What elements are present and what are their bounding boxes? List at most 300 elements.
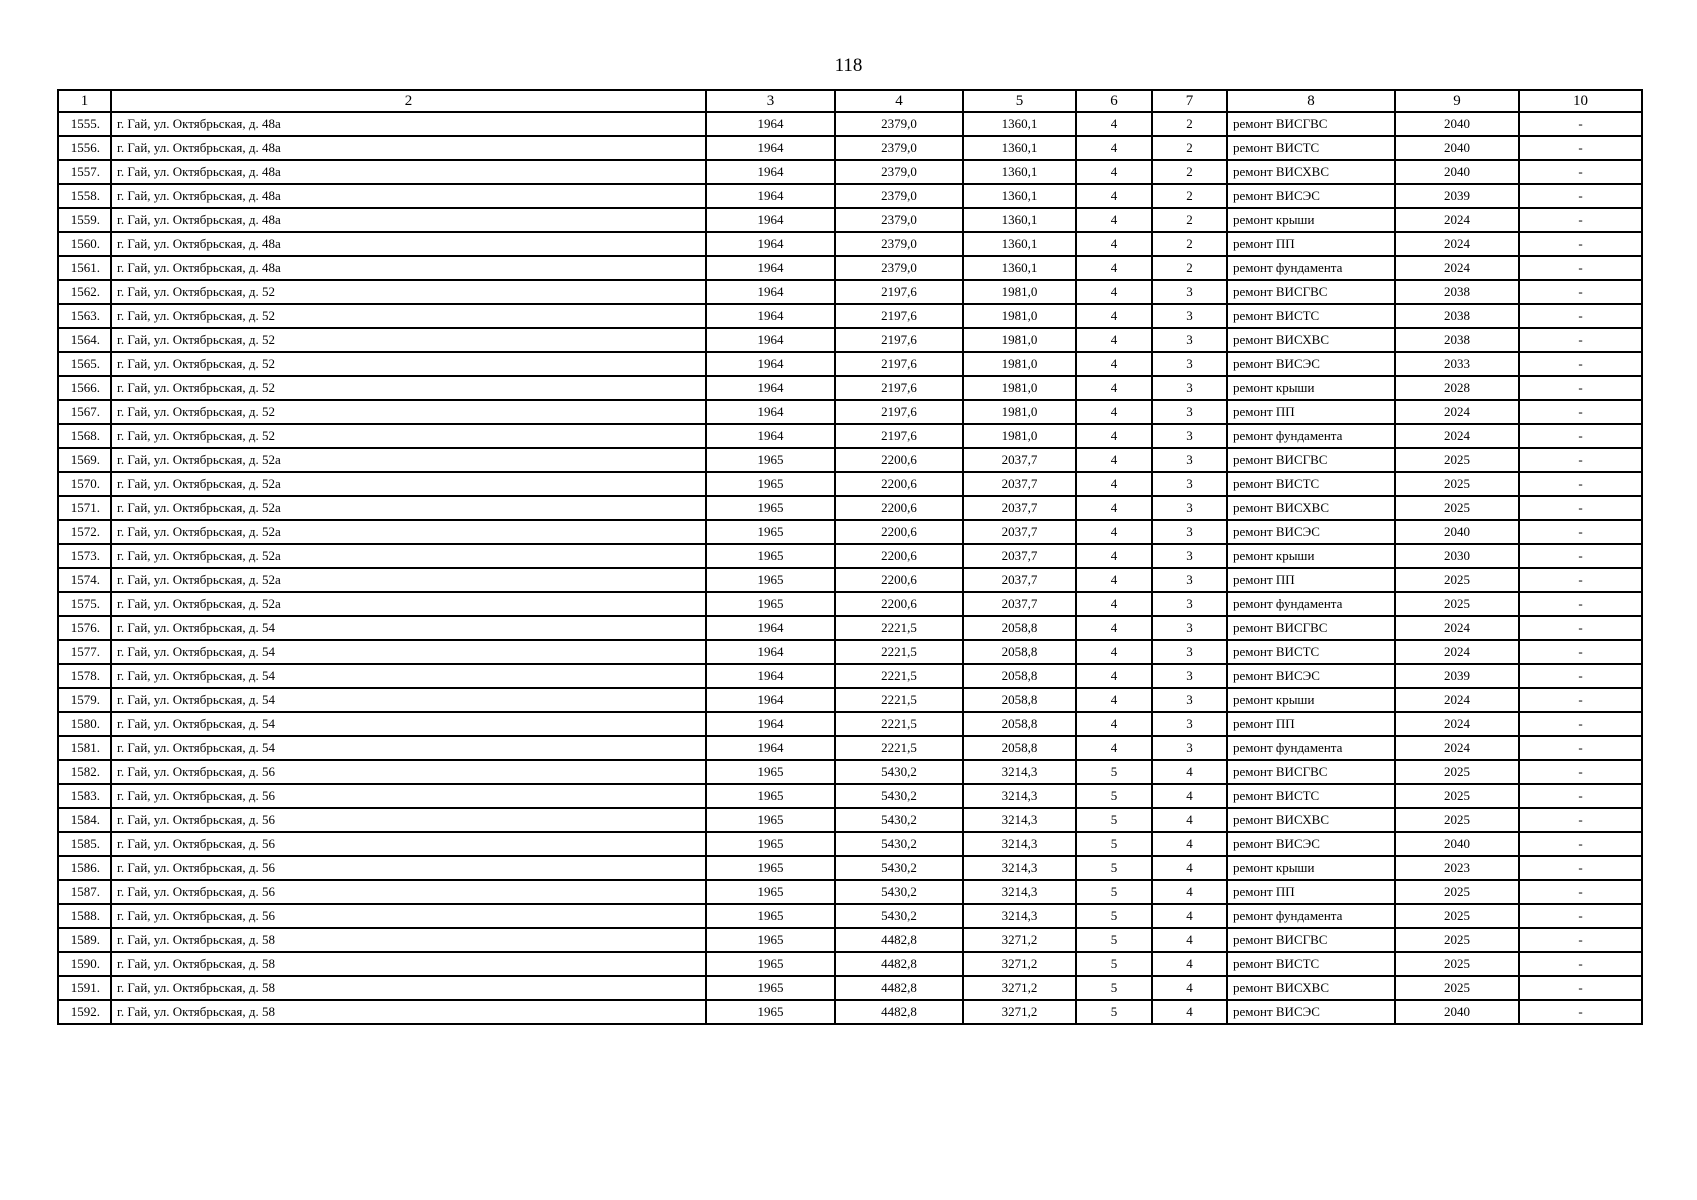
floors-cell: 4 [1076,520,1152,544]
living-area-cell: 1981,0 [963,328,1076,352]
work-type-cell: ремонт фундамента [1227,256,1395,280]
floors-cell: 5 [1076,808,1152,832]
row-number-cell: 1582. [58,760,111,784]
table-row [58,736,1642,760]
column-header-9: 9 [1395,90,1519,112]
table-row [58,472,1642,496]
year-cell: 1965 [706,856,835,880]
row-number-cell: 1557. [58,160,111,184]
planned-year-cell: 2025 [1395,952,1519,976]
row-number-cell: 1579. [58,688,111,712]
work-type-cell: ремонт ВИСГВС [1227,928,1395,952]
planned-year-cell: 2025 [1395,928,1519,952]
total-area-cell: 2197,6 [835,424,963,448]
row-number-cell: 1587. [58,880,111,904]
entrances-cell: 3 [1152,352,1227,376]
planned-year-cell: 2040 [1395,112,1519,136]
row-number-cell: 1561. [58,256,111,280]
work-type-cell: ремонт ВИСЭС [1227,1000,1395,1024]
work-type-cell: ремонт ВИСТС [1227,952,1395,976]
table-row [58,664,1642,688]
living-area-cell: 1981,0 [963,376,1076,400]
table-row [58,304,1642,328]
row-number-cell: 1573. [58,544,111,568]
work-type-cell: ремонт крыши [1227,208,1395,232]
living-area-cell: 1360,1 [963,112,1076,136]
planned-year-cell: 2038 [1395,304,1519,328]
living-area-cell: 1360,1 [963,256,1076,280]
year-cell: 1965 [706,472,835,496]
note-cell: - [1519,976,1642,1000]
address-cell: г. Гай, ул. Октябрьская, д. 56 [111,904,706,928]
entrances-cell: 4 [1152,880,1227,904]
address-cell: г. Гай, ул. Октябрьская, д. 48а [111,136,706,160]
note-cell: - [1519,1000,1642,1024]
living-area-cell: 3214,3 [963,880,1076,904]
living-area-cell: 2058,8 [963,616,1076,640]
entrances-cell: 4 [1152,784,1227,808]
planned-year-cell: 2039 [1395,184,1519,208]
total-area-cell: 4482,8 [835,952,963,976]
note-cell: - [1519,616,1642,640]
row-number-cell: 1583. [58,784,111,808]
address-cell: г. Гай, ул. Октябрьская, д. 56 [111,856,706,880]
living-area-cell: 2037,7 [963,544,1076,568]
address-cell: г. Гай, ул. Октябрьская, д. 54 [111,712,706,736]
floors-cell: 4 [1076,136,1152,160]
living-area-cell: 3214,3 [963,832,1076,856]
table-row [58,136,1642,160]
floors-cell: 4 [1076,712,1152,736]
total-area-cell: 2200,6 [835,544,963,568]
table-row [58,328,1642,352]
year-cell: 1965 [706,928,835,952]
entrances-cell: 3 [1152,304,1227,328]
entrances-cell: 3 [1152,520,1227,544]
entrances-cell: 3 [1152,280,1227,304]
total-area-cell: 2379,0 [835,136,963,160]
living-area-cell: 2058,8 [963,736,1076,760]
row-number-cell: 1578. [58,664,111,688]
year-cell: 1964 [706,136,835,160]
note-cell: - [1519,520,1642,544]
floors-cell: 5 [1076,928,1152,952]
total-area-cell: 2200,6 [835,520,963,544]
table-row [58,448,1642,472]
table-row [58,160,1642,184]
table-row [58,832,1642,856]
total-area-cell: 2221,5 [835,736,963,760]
table-row [58,280,1642,304]
entrances-cell: 3 [1152,592,1227,616]
living-area-cell: 1360,1 [963,232,1076,256]
work-type-cell: ремонт ПП [1227,712,1395,736]
row-number-cell: 1562. [58,280,111,304]
planned-year-cell: 2023 [1395,856,1519,880]
table-row [58,904,1642,928]
address-cell: г. Гай, ул. Октябрьская, д. 54 [111,640,706,664]
total-area-cell: 2197,6 [835,328,963,352]
work-type-cell: ремонт ПП [1227,568,1395,592]
floors-cell: 4 [1076,736,1152,760]
row-number-cell: 1586. [58,856,111,880]
entrances-cell: 4 [1152,856,1227,880]
floors-cell: 4 [1076,544,1152,568]
total-area-cell: 2379,0 [835,232,963,256]
note-cell: - [1519,232,1642,256]
address-cell: г. Гай, ул. Октябрьская, д. 52а [111,520,706,544]
total-area-cell: 2221,5 [835,664,963,688]
floors-cell: 5 [1076,856,1152,880]
entrances-cell: 3 [1152,376,1227,400]
row-number-cell: 1577. [58,640,111,664]
total-area-cell: 5430,2 [835,784,963,808]
row-number-cell: 1581. [58,736,111,760]
year-cell: 1964 [706,376,835,400]
planned-year-cell: 2039 [1395,664,1519,688]
table-row [58,424,1642,448]
year-cell: 1964 [706,328,835,352]
year-cell: 1964 [706,304,835,328]
address-cell: г. Гай, ул. Октябрьская, д. 48а [111,160,706,184]
living-area-cell: 2058,8 [963,688,1076,712]
entrances-cell: 3 [1152,448,1227,472]
table-row [58,976,1642,1000]
note-cell: - [1519,112,1642,136]
table-row [58,808,1642,832]
table-row [58,616,1642,640]
work-type-cell: ремонт ВИСХВС [1227,976,1395,1000]
table-row [58,568,1642,592]
address-cell: г. Гай, ул. Октябрьская, д. 52 [111,424,706,448]
note-cell: - [1519,568,1642,592]
total-area-cell: 2200,6 [835,568,963,592]
living-area-cell: 3271,2 [963,976,1076,1000]
living-area-cell: 2037,7 [963,568,1076,592]
work-type-cell: ремонт ВИСТС [1227,640,1395,664]
floors-cell: 4 [1076,592,1152,616]
repair-schedule-table [57,89,1643,1025]
total-area-cell: 5430,2 [835,760,963,784]
address-cell: г. Гай, ул. Октябрьская, д. 58 [111,1000,706,1024]
living-area-cell: 3271,2 [963,1000,1076,1024]
work-type-cell: ремонт ВИСХВС [1227,328,1395,352]
floors-cell: 5 [1076,952,1152,976]
address-cell: г. Гай, ул. Октябрьская, д. 52а [111,496,706,520]
planned-year-cell: 2030 [1395,544,1519,568]
row-number-cell: 1567. [58,400,111,424]
floors-cell: 4 [1076,256,1152,280]
total-area-cell: 2200,6 [835,472,963,496]
year-cell: 1965 [706,1000,835,1024]
entrances-cell: 2 [1152,160,1227,184]
total-area-cell: 2200,6 [835,448,963,472]
entrances-cell: 2 [1152,208,1227,232]
living-area-cell: 3271,2 [963,928,1076,952]
note-cell: - [1519,832,1642,856]
year-cell: 1964 [706,208,835,232]
work-type-cell: ремонт ВИСЭС [1227,664,1395,688]
year-cell: 1964 [706,184,835,208]
year-cell: 1965 [706,832,835,856]
floors-cell: 4 [1076,328,1152,352]
note-cell: - [1519,592,1642,616]
address-cell: г. Гай, ул. Октябрьская, д. 56 [111,832,706,856]
note-cell: - [1519,880,1642,904]
table-row [58,880,1642,904]
year-cell: 1965 [706,904,835,928]
work-type-cell: ремонт крыши [1227,376,1395,400]
row-number-cell: 1572. [58,520,111,544]
living-area-cell: 1981,0 [963,304,1076,328]
table-row [58,520,1642,544]
planned-year-cell: 2025 [1395,880,1519,904]
floors-cell: 4 [1076,496,1152,520]
table-row [58,232,1642,256]
entrances-cell: 3 [1152,400,1227,424]
entrances-cell: 3 [1152,688,1227,712]
total-area-cell: 2200,6 [835,496,963,520]
living-area-cell: 3214,3 [963,760,1076,784]
total-area-cell: 2379,0 [835,112,963,136]
living-area-cell: 2058,8 [963,712,1076,736]
address-cell: г. Гай, ул. Октябрьская, д. 52 [111,304,706,328]
living-area-cell: 2037,7 [963,496,1076,520]
column-header-6: 6 [1076,90,1152,112]
note-cell: - [1519,808,1642,832]
planned-year-cell: 2038 [1395,280,1519,304]
floors-cell: 5 [1076,1000,1152,1024]
address-cell: г. Гай, ул. Октябрьская, д. 58 [111,928,706,952]
note-cell: - [1519,208,1642,232]
table-row [58,856,1642,880]
planned-year-cell: 2024 [1395,616,1519,640]
work-type-cell: ремонт ВИСТС [1227,304,1395,328]
address-cell: г. Гай, ул. Октябрьская, д. 56 [111,808,706,832]
planned-year-cell: 2025 [1395,760,1519,784]
address-cell: г. Гай, ул. Октябрьская, д. 52 [111,280,706,304]
note-cell: - [1519,184,1642,208]
year-cell: 1965 [706,880,835,904]
row-number-cell: 1566. [58,376,111,400]
address-cell: г. Гай, ул. Октябрьская, д. 54 [111,616,706,640]
planned-year-cell: 2040 [1395,832,1519,856]
total-area-cell: 2197,6 [835,280,963,304]
note-cell: - [1519,376,1642,400]
living-area-cell: 1360,1 [963,160,1076,184]
year-cell: 1965 [706,784,835,808]
work-type-cell: ремонт фундамента [1227,736,1395,760]
floors-cell: 4 [1076,160,1152,184]
address-cell: г. Гай, ул. Октябрьская, д. 58 [111,952,706,976]
work-type-cell: ремонт крыши [1227,856,1395,880]
planned-year-cell: 2025 [1395,784,1519,808]
entrances-cell: 3 [1152,472,1227,496]
planned-year-cell: 2040 [1395,520,1519,544]
year-cell: 1965 [706,544,835,568]
floors-cell: 5 [1076,760,1152,784]
floors-cell: 4 [1076,208,1152,232]
entrances-cell: 3 [1152,736,1227,760]
entrances-cell: 3 [1152,712,1227,736]
entrances-cell: 2 [1152,184,1227,208]
year-cell: 1965 [706,952,835,976]
work-type-cell: ремонт ВИСГВС [1227,760,1395,784]
floors-cell: 4 [1076,616,1152,640]
year-cell: 1965 [706,568,835,592]
total-area-cell: 2200,6 [835,592,963,616]
entrances-cell: 2 [1152,136,1227,160]
year-cell: 1965 [706,760,835,784]
planned-year-cell: 2024 [1395,712,1519,736]
planned-year-cell: 2024 [1395,256,1519,280]
living-area-cell: 1360,1 [963,208,1076,232]
table-row [58,496,1642,520]
entrances-cell: 2 [1152,256,1227,280]
total-area-cell: 4482,8 [835,1000,963,1024]
planned-year-cell: 2025 [1395,808,1519,832]
work-type-cell: ремонт ВИСГВС [1227,280,1395,304]
total-area-cell: 2197,6 [835,304,963,328]
work-type-cell: ремонт ВИСТС [1227,784,1395,808]
address-cell: г. Гай, ул. Октябрьская, д. 56 [111,760,706,784]
floors-cell: 5 [1076,976,1152,1000]
year-cell: 1964 [706,400,835,424]
row-number-cell: 1591. [58,976,111,1000]
year-cell: 1964 [706,736,835,760]
living-area-cell: 2058,8 [963,640,1076,664]
year-cell: 1965 [706,520,835,544]
note-cell: - [1519,664,1642,688]
row-number-cell: 1574. [58,568,111,592]
year-cell: 1964 [706,712,835,736]
floors-cell: 4 [1076,376,1152,400]
entrances-cell: 4 [1152,952,1227,976]
entrances-cell: 3 [1152,496,1227,520]
address-cell: г. Гай, ул. Октябрьская, д. 48а [111,256,706,280]
work-type-cell: ремонт ПП [1227,232,1395,256]
row-number-cell: 1580. [58,712,111,736]
note-cell: - [1519,496,1642,520]
column-header-7: 7 [1152,90,1227,112]
note-cell: - [1519,448,1642,472]
year-cell: 1965 [706,448,835,472]
work-type-cell: ремонт фундамента [1227,904,1395,928]
work-type-cell: ремонт ВИСЭС [1227,832,1395,856]
work-type-cell: ремонт ВИСХВС [1227,808,1395,832]
note-cell: - [1519,256,1642,280]
work-type-cell: ремонт ВИСХВС [1227,160,1395,184]
table-row [58,928,1642,952]
note-cell: - [1519,472,1642,496]
note-cell: - [1519,424,1642,448]
column-header-10: 10 [1519,90,1642,112]
living-area-cell: 1981,0 [963,424,1076,448]
floors-cell: 4 [1076,664,1152,688]
work-type-cell: ремонт ВИСГВС [1227,448,1395,472]
planned-year-cell: 2024 [1395,640,1519,664]
floors-cell: 4 [1076,448,1152,472]
total-area-cell: 2221,5 [835,640,963,664]
row-number-cell: 1555. [58,112,111,136]
address-cell: г. Гай, ул. Октябрьская, д. 52 [111,376,706,400]
total-area-cell: 5430,2 [835,832,963,856]
total-area-cell: 4482,8 [835,928,963,952]
floors-cell: 4 [1076,472,1152,496]
address-cell: г. Гай, ул. Октябрьская, д. 52а [111,544,706,568]
address-cell: г. Гай, ул. Октябрьская, д. 54 [111,736,706,760]
note-cell: - [1519,160,1642,184]
floors-cell: 4 [1076,184,1152,208]
living-area-cell: 1981,0 [963,400,1076,424]
note-cell: - [1519,712,1642,736]
page-number: 118 [834,55,863,76]
living-area-cell: 2037,7 [963,448,1076,472]
living-area-cell: 2037,7 [963,472,1076,496]
year-cell: 1964 [706,616,835,640]
note-cell: - [1519,856,1642,880]
living-area-cell: 3271,2 [963,952,1076,976]
entrances-cell: 4 [1152,928,1227,952]
planned-year-cell: 2025 [1395,448,1519,472]
note-cell: - [1519,952,1642,976]
work-type-cell: ремонт ВИСГВС [1227,112,1395,136]
table-row [58,784,1642,808]
planned-year-cell: 2040 [1395,160,1519,184]
address-cell: г. Гай, ул. Октябрьская, д. 52 [111,328,706,352]
work-type-cell: ремонт ВИСЭС [1227,184,1395,208]
planned-year-cell: 2024 [1395,232,1519,256]
total-area-cell: 4482,8 [835,976,963,1000]
entrances-cell: 3 [1152,544,1227,568]
row-number-cell: 1588. [58,904,111,928]
planned-year-cell: 2024 [1395,400,1519,424]
address-cell: г. Гай, ул. Октябрьская, д. 54 [111,664,706,688]
entrances-cell: 2 [1152,112,1227,136]
entrances-cell: 4 [1152,976,1227,1000]
planned-year-cell: 2025 [1395,472,1519,496]
total-area-cell: 2221,5 [835,688,963,712]
entrances-cell: 4 [1152,832,1227,856]
work-type-cell: ремонт ВИСХВС [1227,496,1395,520]
table-row [58,208,1642,232]
floors-cell: 4 [1076,688,1152,712]
floors-cell: 4 [1076,640,1152,664]
floors-cell: 4 [1076,400,1152,424]
note-cell: - [1519,928,1642,952]
planned-year-cell: 2040 [1395,136,1519,160]
floors-cell: 4 [1076,424,1152,448]
total-area-cell: 2379,0 [835,256,963,280]
living-area-cell: 3214,3 [963,856,1076,880]
floors-cell: 4 [1076,304,1152,328]
total-area-cell: 2379,0 [835,184,963,208]
row-number-cell: 1584. [58,808,111,832]
row-number-cell: 1563. [58,304,111,328]
row-number-cell: 1569. [58,448,111,472]
header-row [58,90,1642,112]
floors-cell: 4 [1076,568,1152,592]
living-area-cell: 1360,1 [963,184,1076,208]
year-cell: 1964 [706,664,835,688]
work-type-cell: ремонт ВИСГВС [1227,616,1395,640]
table-row [58,400,1642,424]
planned-year-cell: 2025 [1395,568,1519,592]
total-area-cell: 2221,5 [835,616,963,640]
year-cell: 1964 [706,160,835,184]
year-cell: 1965 [706,496,835,520]
year-cell: 1964 [706,424,835,448]
